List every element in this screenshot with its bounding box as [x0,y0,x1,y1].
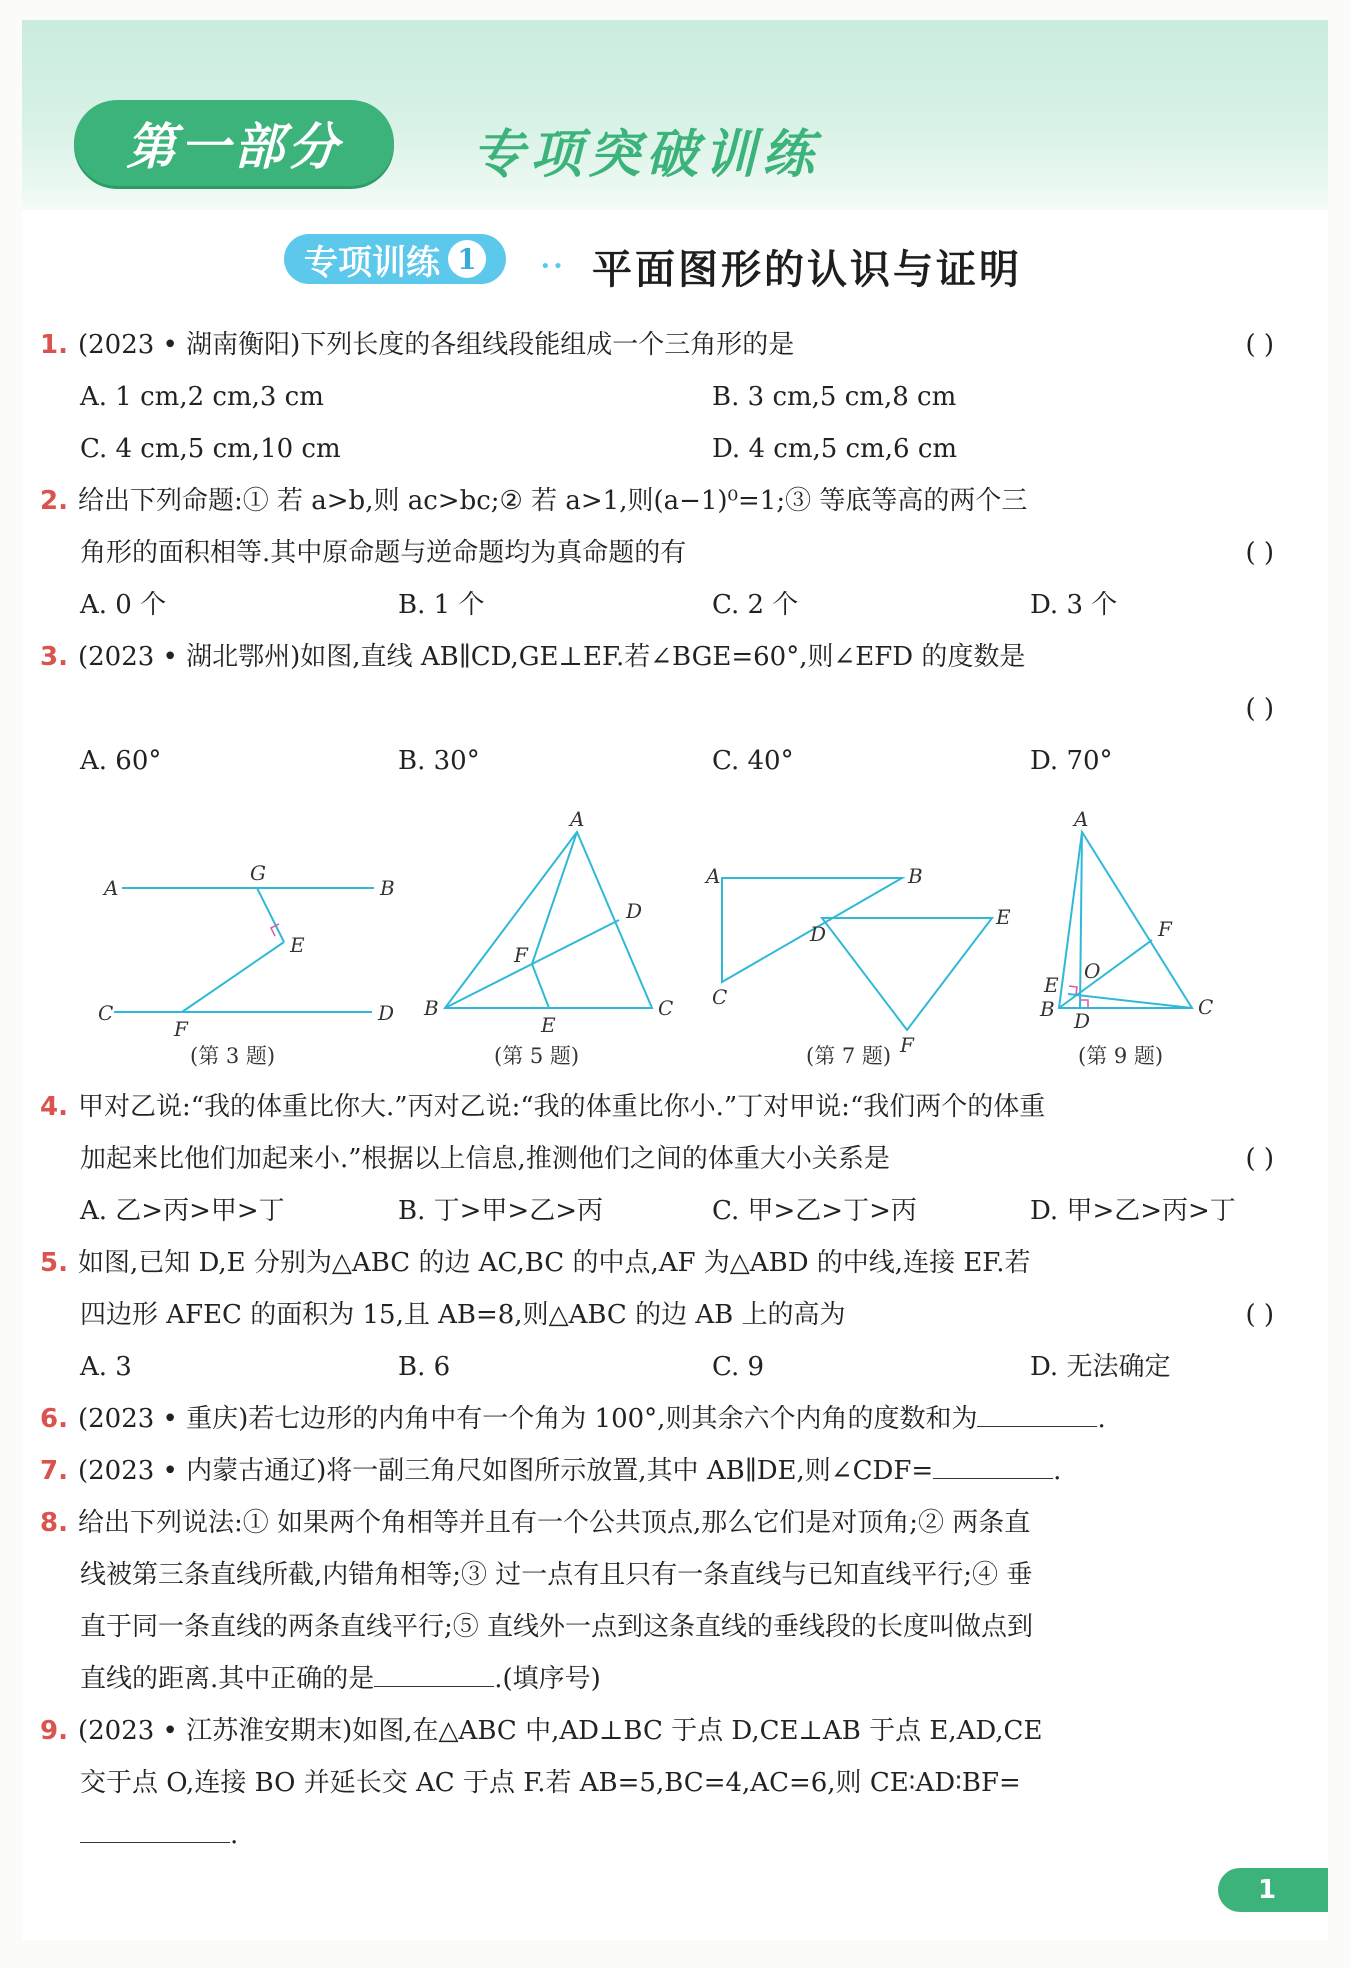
figure-caption-3: (第 3 题) [190,1044,276,1068]
fig7-label-c: C [712,985,728,1009]
question-text: (2023 • 内蒙古通辽)将一副三角尺如图所示放置,其中 AB∥DE,则∠CDF= [77,1456,934,1486]
figures-row [22,790,1328,1060]
option-d: D. 3 个 [1030,590,1118,620]
answer-paren: ( ) [1245,694,1274,724]
question-text: (2023 • 江苏淮安期末)如图,在△ABC 中,AD⊥BC 于点 D,CE⊥AB 于点 E,AD,CE [77,1716,1043,1746]
question-text-cont: 直于同一条直线的两条直线平行;⑤ 直线外一点到这条直线的垂线段的长度叫做点到 [80,1612,1034,1642]
fig5-label-e: E [541,1013,556,1037]
question-text: 甲对乙说:“我的体重比你大.”丙对乙说:“我的体重比你小.”丁对甲说:“我们两个的体重 [77,1092,1046,1122]
fig7-triangle-def [822,918,992,1030]
question-text: .(填序号) [494,1664,601,1694]
question-2 [40,476,1027,526]
option-a: A. 1 cm,2 cm,3 cm [80,382,324,412]
section-dots: •• [540,256,566,277]
question-number: 4. [40,1092,68,1122]
sentence-end: . [1097,1404,1106,1434]
header-banner [22,20,1328,210]
fig7-label-d: D [810,922,827,946]
question-text-cont: 线被第三条直线所截,内错角相等;③ 过一点有且只有一条直线与已知直线平行;④ 垂 [80,1560,1033,1590]
question-text: 如图,已知 D,E 分别为△ABC 的边 AC,BC 的中点,AF 为△ABD 的中线,连接 EF.若 [77,1248,1031,1278]
fig9-label-f: F [1158,917,1172,941]
option-a: A. 60° [80,746,162,776]
fig5-label-b: B [424,996,439,1020]
question-1 [40,320,794,370]
question-number: 2. [40,486,68,516]
figure-caption-9: (第 9 题) [1078,1044,1164,1068]
fig9-altitude-ad [1080,832,1082,1008]
section-number: 1 [448,240,486,278]
fig9-label-e: E [1044,973,1059,997]
answer-blank[interactable] [80,1814,230,1843]
question-5 [40,1238,1031,1288]
option-c: C. 9 [712,1352,765,1382]
fig9-label-d: D [1074,1009,1091,1033]
option-c: C. 40° [712,746,794,776]
fig9-altitude-ce [1068,994,1192,1008]
question-number: 6. [40,1404,68,1434]
section-label: 专项训练 [304,242,440,283]
question-number: 7. [40,1456,68,1486]
question-text-cont: 角形的面积相等.其中原命题与逆命题均为真命题的有 [80,538,687,568]
question-text-cont [80,1810,238,1860]
option-a: A. 0 个 [80,590,167,620]
fig3-label-g: G [250,861,266,885]
question-8 [40,1498,1030,1548]
question-text-cont [80,1654,601,1704]
fig3-segment-ge [257,888,284,942]
answer-paren: ( ) [1245,1144,1274,1174]
fig7-label-e: E [996,905,1011,929]
question-4 [40,1082,1045,1132]
question-text: (2023 • 湖南衡阳)下列长度的各组线段能组成一个三角形的是 [77,330,795,360]
question-text: (2023 • 重庆)若七边形的内角中有一个角为 100°,则其余六个内角的度数和为 [77,1404,978,1434]
fig3-label-a: A [104,876,119,900]
answer-paren: ( ) [1245,538,1274,568]
fig9-label-a: A [1074,807,1089,831]
fig3-label-e: E [290,933,305,957]
answer-paren: ( ) [1245,1300,1274,1330]
question-7 [40,1446,1061,1496]
fig7-label-f: F [900,1033,914,1057]
option-a: A. 3 [80,1352,132,1382]
fig5-label-c: C [658,996,674,1020]
workbook-page [22,20,1328,1940]
fig3-label-c: C [98,1001,114,1025]
fig9-label-b: B [1040,997,1055,1021]
question-text-cont: 交于点 O,连接 BO 并延长交 AC 于点 F.若 AB=5,BC=4,AC=6,则 CE∶AD∶BF= [80,1768,1021,1798]
fig5-label-a: A [570,807,585,831]
question-6 [40,1394,1106,1444]
fig9-right-angle-mark-d [1080,1000,1088,1008]
question-number: 1. [40,330,68,360]
option-d: D. 无法确定 [1030,1352,1171,1382]
fig7-label-b: B [908,864,923,888]
fig9-triangle-abc [1059,832,1192,1008]
fig3-label-d: D [378,1001,395,1025]
section-title: 平面图形的认识与证明 [592,246,1022,293]
part-label: 第一部分 [74,100,394,186]
option-d: D. 70° [1030,746,1113,776]
question-number: 5. [40,1248,68,1278]
answer-blank[interactable] [933,1450,1053,1479]
option-c: C. 2 个 [712,590,799,620]
question-number: 8. [40,1508,68,1538]
question-number: 3. [40,642,68,672]
fig9-label-c: C [1198,995,1214,1019]
fig5-segment-fe [532,964,549,1008]
question-text: 给出下列命题:① 若 a>b,则 ac>bc;② 若 a>1,则(a−1)⁰=1;③ 等底等高的两个三 [77,486,1028,516]
sentence-end: . [230,1820,239,1850]
question-text: 给出下列说法:① 如果两个角相等并且有一个公共顶点,那么它们是对顶角;② 两条直 [77,1508,1031,1538]
fig9-label-o: O [1084,959,1101,983]
option-b: B. 30° [398,746,480,776]
fig3-label-b: B [380,876,395,900]
part-title: 专项突破训练 [472,125,821,185]
option-c: C. 4 cm,5 cm,10 cm [80,434,341,464]
question-text: 直线的距离.其中正确的是 [80,1664,375,1694]
option-a: A. 乙>丙>甲>丁 [80,1196,285,1226]
sentence-end: . [1053,1456,1062,1486]
fig3-segment-ef [182,942,284,1012]
fig5-label-f: F [514,943,528,967]
answer-blank[interactable] [977,1398,1097,1427]
question-text: (2023 • 湖北鄂州)如图,直线 AB∥CD,GE⊥EF.若∠BGE=60°,则∠EFD 的度数是 [77,642,1026,672]
question-text-cont: 加起来比他们加起来小.”根据以上信息,推测他们之间的体重大小关系是 [80,1144,890,1174]
option-d: D. 4 cm,5 cm,6 cm [712,434,958,464]
question-9 [40,1706,1042,1756]
option-c: C. 甲>乙>丁>丙 [712,1196,917,1226]
fig7-label-a: A [706,864,721,888]
figure-caption-5: (第 5 题) [494,1044,580,1068]
answer-blank[interactable] [374,1658,494,1687]
option-b: B. 6 [398,1352,451,1382]
page-number: 1 [1218,1868,1328,1912]
option-b: B. 3 cm,5 cm,8 cm [712,382,957,412]
option-b: B. 丁>甲>乙>丙 [398,1196,603,1226]
section-badge [284,234,506,284]
fig3-label-f: F [174,1017,188,1041]
option-b: B. 1 个 [398,590,485,620]
figure-caption-7: (第 7 题) [806,1044,892,1068]
question-3 [40,632,1025,682]
question-text-cont: 四边形 AFEC 的面积为 15,且 AB=8,则△ABC 的边 AB 上的高为 [80,1300,846,1330]
question-number: 9. [40,1716,68,1746]
option-d: D. 甲>乙>丙>丁 [1030,1196,1236,1226]
fig5-triangle-abc [445,832,652,1008]
fig5-label-d: D [626,899,643,923]
answer-paren: ( ) [1245,330,1274,360]
